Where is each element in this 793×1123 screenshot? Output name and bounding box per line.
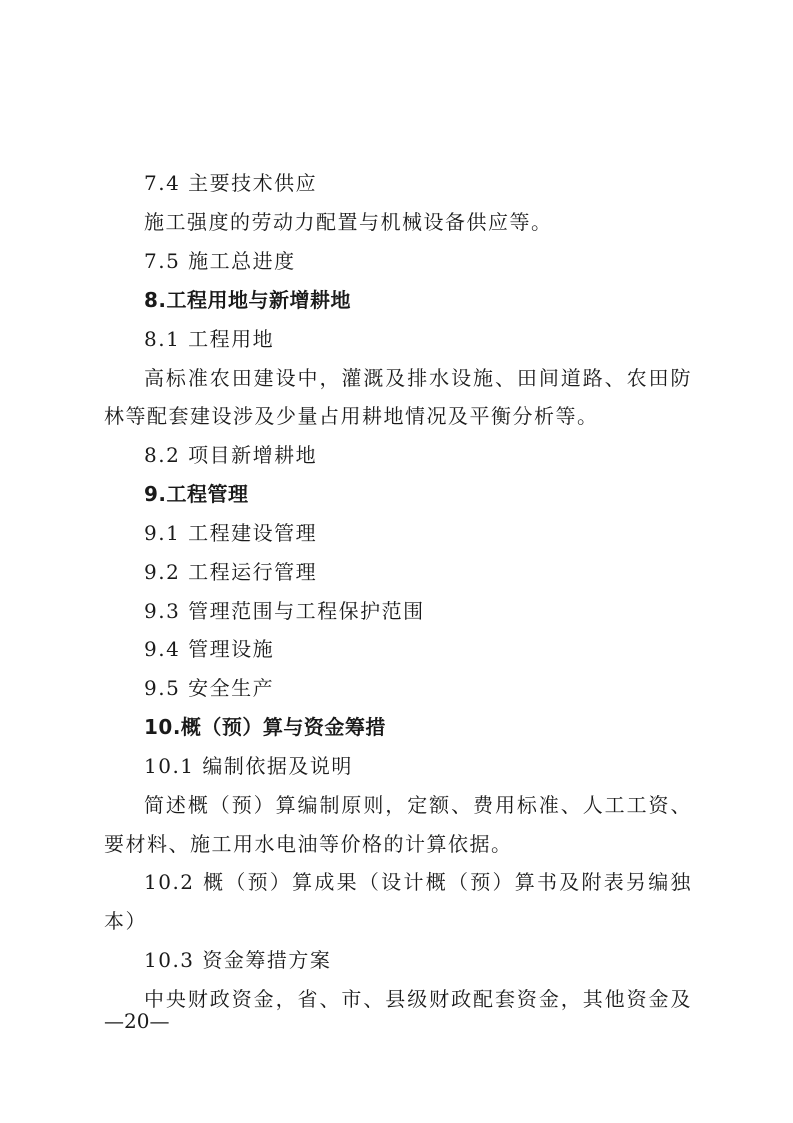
- heading-9-3: 9.3 管理范围与工程保护范围: [144, 599, 425, 623]
- body-text: 要材料、施工用水电油等价格的计算依据。: [104, 832, 513, 856]
- heading-9-1: 9.1 工程建设管理: [144, 521, 318, 545]
- body-text: 施工强度的劳动力配置与机械设备供应等。: [144, 210, 553, 234]
- page-number: —20—: [104, 1009, 170, 1033]
- heading-9-2: 9.2 工程运行管理: [144, 560, 318, 584]
- heading-9-4: 9.4 管理设施: [144, 637, 275, 661]
- body-text: 中央财政资金，省、市、县级财政配套资金，其他资金及: [144, 987, 692, 1011]
- heading-10-2: 10.2 概（预）算成果（设计概（预）算书及附表另编独: [144, 870, 692, 894]
- section-heading-8: 8.工程用地与新增耕地: [144, 288, 352, 312]
- heading-7-5: 7.5 施工总进度: [144, 249, 296, 273]
- heading-9-5: 9.5 安全生产: [144, 676, 275, 700]
- heading-7-4: 7.4 主要技术供应: [144, 171, 318, 195]
- heading-10-3: 10.3 资金筹措方案: [144, 948, 332, 972]
- body-text: 林等配套建设涉及少量占用耕地情况及平衡分析等。: [104, 404, 599, 428]
- body-text: 本）: [104, 909, 147, 933]
- body-text: 简述概（预）算编制原则，定额、费用标准、人工工资、: [144, 793, 692, 817]
- heading-8-1: 8.1 工程用地: [144, 327, 275, 351]
- section-heading-10: 10.概（预）算与资金筹措: [144, 715, 386, 739]
- body-text: 高标准农田建设中，灌溉及排水设施、田间道路、农田防: [144, 366, 692, 390]
- section-heading-9: 9.工程管理: [144, 482, 249, 506]
- heading-8-2: 8.2 项目新增耕地: [144, 443, 318, 467]
- heading-10-1: 10.1 编制依据及说明: [144, 754, 353, 778]
